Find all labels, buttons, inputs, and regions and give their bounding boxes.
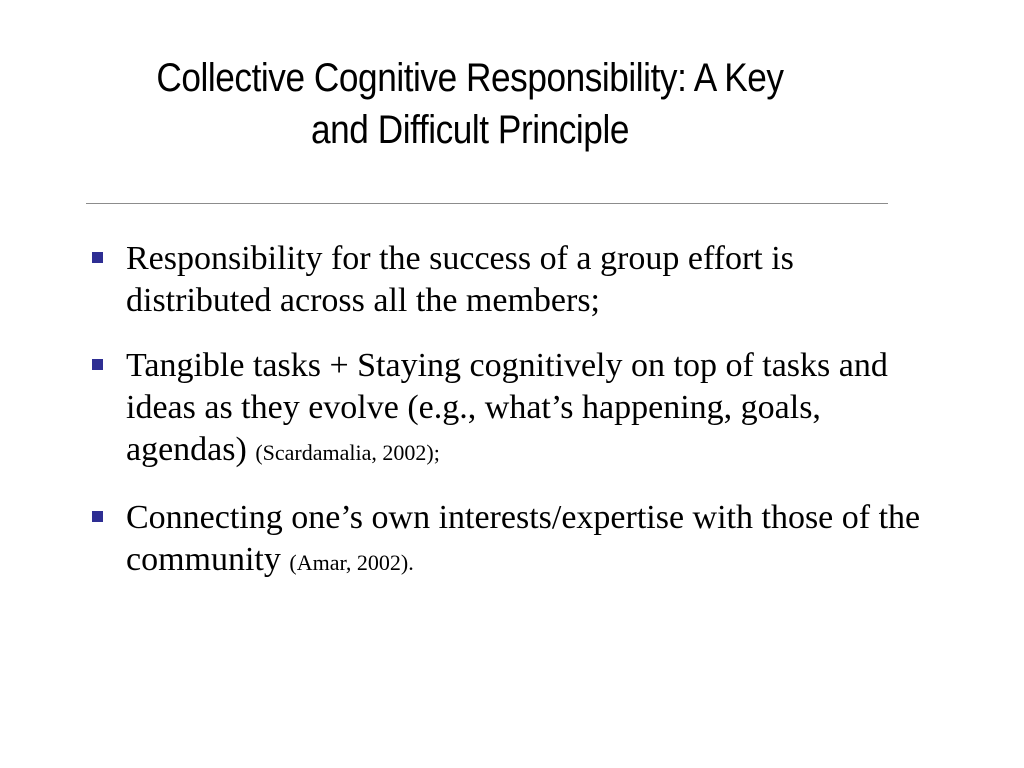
slide-title-line-1: Collective Cognitive Responsibility: A Key xyxy=(156,56,784,100)
slide-title-line-2: and Difficult Principle xyxy=(311,108,629,152)
bullet-text: Connecting one’s own interests/expertise with those of the community xyxy=(126,499,921,578)
bullet-item xyxy=(86,497,926,584)
citation: (Amar, 2002). xyxy=(289,550,414,575)
square-bullet-icon xyxy=(92,252,103,263)
bullet-item xyxy=(86,345,926,474)
bullet-text: Tangible tasks + Staying cognitively on top of tasks and ideas as they evolve (e.g., what’s happening, goals, agendas) xyxy=(126,347,888,468)
citation: (Scardamalia, 2002); xyxy=(255,440,440,465)
slide-title xyxy=(109,52,831,156)
bullet-item xyxy=(86,238,926,322)
square-bullet-icon xyxy=(92,359,103,370)
square-bullet-icon xyxy=(92,511,103,522)
bullet-text: Responsibility for the success of a group effort is distributed across all the members; xyxy=(126,240,794,319)
bullet-list xyxy=(86,238,926,607)
title-divider xyxy=(86,203,888,204)
